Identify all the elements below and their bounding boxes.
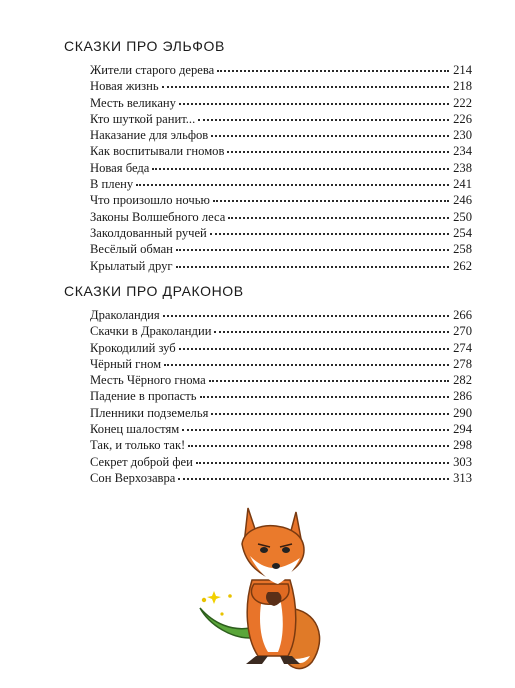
toc-elves-entry [90, 256, 472, 272]
dot-leader [136, 172, 449, 186]
entry-title: Скачки в Драколандии [90, 324, 212, 339]
entry-page-number: 241 [453, 177, 472, 192]
dot-leader [211, 123, 449, 137]
dot-leader [176, 254, 449, 268]
entry-title: Сон Верхозавра [90, 470, 176, 485]
dot-leader [210, 221, 449, 235]
entry-page-number: 274 [453, 340, 472, 355]
dot-leader [214, 319, 449, 333]
entry-page-number: 278 [453, 356, 472, 371]
entry-title: Наказание для эльфов [90, 128, 209, 143]
dot-leader [188, 433, 449, 447]
entry-page-number: 313 [453, 470, 472, 485]
entry-page-number: 230 [453, 128, 472, 143]
entry-page-number: 238 [453, 160, 472, 175]
entry-page-number: 246 [453, 193, 472, 208]
dot-leader [152, 156, 449, 170]
dot-leader [228, 205, 449, 219]
section-title-dragons: СКАЗКИ ПРО ДРАКОНОВ [64, 283, 244, 299]
dot-leader [162, 74, 449, 88]
entry-title: Как воспитывали гномов [90, 144, 225, 159]
dot-leader [163, 303, 449, 317]
entry-title: Драколандия [90, 308, 160, 322]
entry-page-number: 254 [453, 225, 472, 240]
entry-page-number: 303 [453, 454, 472, 469]
toc-dragons-entry [90, 468, 472, 484]
entry-title: Законы Волшебного леса [90, 209, 226, 224]
dot-leader [211, 401, 449, 415]
entry-title: Новая беда [90, 160, 150, 175]
entry-page-number: 298 [453, 438, 472, 453]
entry-title: Жители старого дерева [90, 63, 215, 77]
entry-page-number: 282 [453, 373, 472, 388]
dot-leader [182, 417, 449, 431]
entry-title: Новая жизнь [90, 79, 159, 94]
entry-title: Секрет доброй феи [90, 454, 193, 469]
entry-page-number: 222 [453, 95, 472, 110]
entry-title: Весёлый обман [90, 242, 173, 257]
entry-title: Конец шалостям [90, 422, 180, 437]
dot-leader [164, 352, 449, 366]
dot-leader [200, 384, 450, 398]
entry-page-number: 286 [453, 389, 472, 404]
entry-page-number: 226 [453, 111, 472, 126]
entry-page-number: 258 [453, 242, 472, 257]
entry-title: Месть великану [90, 95, 176, 110]
entry-title: Заколдованный ручей [90, 225, 207, 240]
entry-title: В плену [90, 177, 134, 192]
dot-leader [213, 188, 449, 202]
entry-title: Что произошло ночью [90, 193, 210, 208]
dot-leader [217, 58, 449, 72]
entry-page-number: 214 [453, 63, 472, 77]
entry-title: Чёрный гном [90, 356, 162, 371]
entry-title: Месть Чёрного гнома [90, 373, 206, 388]
entry-page-number: 266 [453, 308, 472, 322]
entry-page-number: 218 [453, 79, 472, 94]
toc-list-dragons [90, 305, 472, 484]
dot-leader [179, 336, 449, 350]
section-title-elves: СКАЗКИ ПРО ЭЛЬФОВ [64, 38, 225, 54]
dot-leader [227, 139, 449, 153]
entry-page-number: 234 [453, 144, 472, 159]
dot-leader [176, 237, 449, 251]
dot-leader [179, 91, 449, 105]
entry-title: Пленники подземелья [90, 405, 209, 420]
entry-page-number: 290 [453, 405, 472, 420]
entry-title: Кто шуткой ранит... [90, 111, 196, 126]
dot-leader [209, 368, 449, 382]
entry-page-number: 250 [453, 209, 472, 224]
entry-title: Падение в пропасть [90, 389, 197, 404]
dot-leader [178, 466, 449, 480]
entry-page-number: 270 [453, 324, 472, 339]
entry-page-number: 262 [453, 258, 472, 273]
entry-title: Крокодилий зуб [90, 340, 176, 355]
fox-illustration-icon [192, 488, 332, 678]
toc-list-elves [90, 60, 472, 272]
dot-leader [196, 450, 449, 464]
entry-title: Так, и только так! [90, 438, 186, 453]
entry-page-number: 294 [453, 422, 472, 437]
entry-title: Крылатый друг [90, 258, 173, 273]
dot-leader [198, 107, 449, 121]
